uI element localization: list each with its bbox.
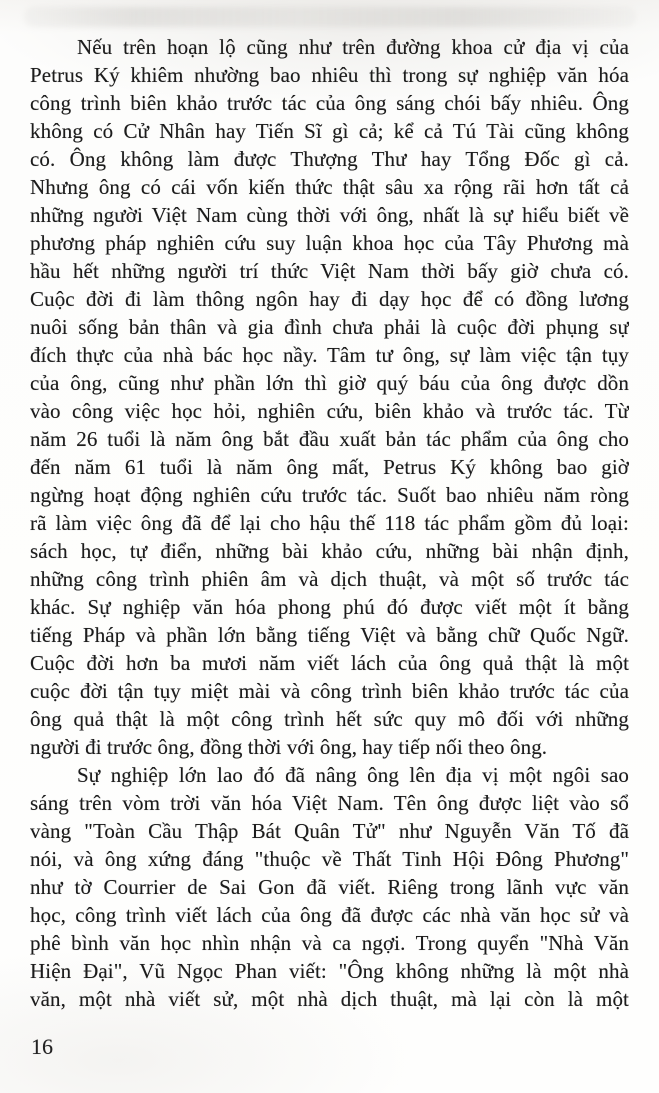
text-line: không có Cử Nhân hay Tiến Sĩ gì cả; kể cả Tú Tài cũng không	[30, 119, 629, 143]
text-line: sách học, tự điển, những bài khảo cứu, những bài nhận định,	[30, 539, 629, 563]
text-line: văn, một nhà viết sử, một nhà dịch thuật, mà lại còn là một	[30, 987, 629, 1011]
text-line: đến năm 61 tuổi là năm ông mất, Petrus Ký không bao giờ	[30, 455, 629, 479]
text-line: sáng trên vòm trời văn hóa Việt Nam. Tên ông được liệt vào sổ	[30, 791, 629, 815]
text-line: người đi trước ông, đồng thời với ông, hay tiếp nối theo ông.	[30, 735, 548, 759]
text-line: năm 26 tuổi là năm ông bắt đầu xuất bản tác phẩm của ông cho	[30, 427, 629, 451]
text-line: nuôi sống bản thân và gia đình chưa phải là cuộc đời phụng sự	[30, 315, 629, 339]
text-line: vàng "Toàn Cầu Thập Bát Quân Tử" như Nguyễn Văn Tố đã	[30, 819, 629, 843]
text-line: đích thực của nhà bác học nầy. Tâm tư ông, sự làm việc tận tụy	[30, 343, 629, 367]
text-line: vào công việc học hỏi, nghiên cứu, biên khảo và trước tác. Từ	[30, 399, 629, 423]
text-block	[30, 33, 629, 1013]
page-number: 16	[31, 1034, 53, 1059]
text-line: như tờ Courrier de Sai Gon đã viết. Riêng trong lãnh vực văn	[30, 875, 629, 899]
text-line: Cuộc đời hơn ba mươi năm viết lách của ông quả thật là một	[30, 651, 629, 675]
text-line: Hiện Đại", Vũ Ngọc Phan viết: "Ông không những là một nhà	[30, 959, 629, 983]
text-line: Petrus Ký khiêm nhường bao nhiêu thì trong sự nghiệp văn hóa	[30, 63, 629, 87]
text-line: của ông, cũng như phần lớn thì giờ quý báu của ông được dồn	[30, 371, 629, 395]
text-line: học, công trình viết lách của ông đã được các nhà văn học sử và	[30, 903, 629, 927]
text-line: phương pháp nghiên cứu suy luận khoa học của Tây Phương mà	[30, 231, 629, 255]
text-line: cuộc đời tận tụy miệt mài và công trình biên khảo trước tác của	[30, 679, 629, 703]
text-line: Sự nghiệp lớn lao đó đã nâng ông lên địa vị một ngôi sao	[77, 763, 629, 787]
scan-artifact-top-band	[24, 7, 636, 27]
text-line: ngừng hoạt động nghiên cứu trước tác. Suốt bao nhiêu năm ròng	[30, 483, 629, 507]
text-line: tiếng Pháp và phần lớn bằng tiếng Việt và bằng chữ Quốc Ngữ.	[30, 623, 629, 647]
text-line: ông quả thật là một công trình hết sức quy mô đối với những	[30, 707, 629, 731]
text-line: hầu hết những người trí thức Việt Nam thời bấy giờ chưa có.	[30, 259, 629, 283]
text-line: nói, và ông xứng đáng "thuộc về Thất Tinh Hội Đông Phương"	[30, 847, 629, 871]
text-line: Cuộc đời đi làm thông ngôn hay đi dạy học để có đồng lương	[30, 287, 629, 311]
text-line: những công trình phiên âm và dịch thuật, và một số trước tác	[30, 567, 629, 591]
text-line: công trình biên khảo trước tác của ông sáng chói bấy nhiêu. Ông	[30, 91, 629, 115]
text-line: Nhưng ông có cái vốn kiến thức thật sâu xa rộng rãi hơn tất cả	[30, 175, 629, 199]
text-line: phê bình văn học nhìn nhận và ca ngợi. Trong quyển "Nhà Văn	[30, 931, 629, 955]
text-line: những người Việt Nam cùng thời với ông, nhất là sự hiểu biết về	[30, 203, 629, 227]
text-line: Nếu trên hoạn lộ cũng như trên đường khoa cử địa vị của	[77, 35, 629, 59]
text-line: có. Ông không làm được Thượng Thư hay Tổng Đốc gì cả.	[30, 147, 629, 171]
text-line: khác. Sự nghiệp văn hóa phong phú đó được viết một ít bằng	[30, 595, 629, 619]
text-line: rã làm việc ông đã để lại cho hậu thế 118 tác phẩm gồm đủ loại:	[30, 511, 629, 535]
